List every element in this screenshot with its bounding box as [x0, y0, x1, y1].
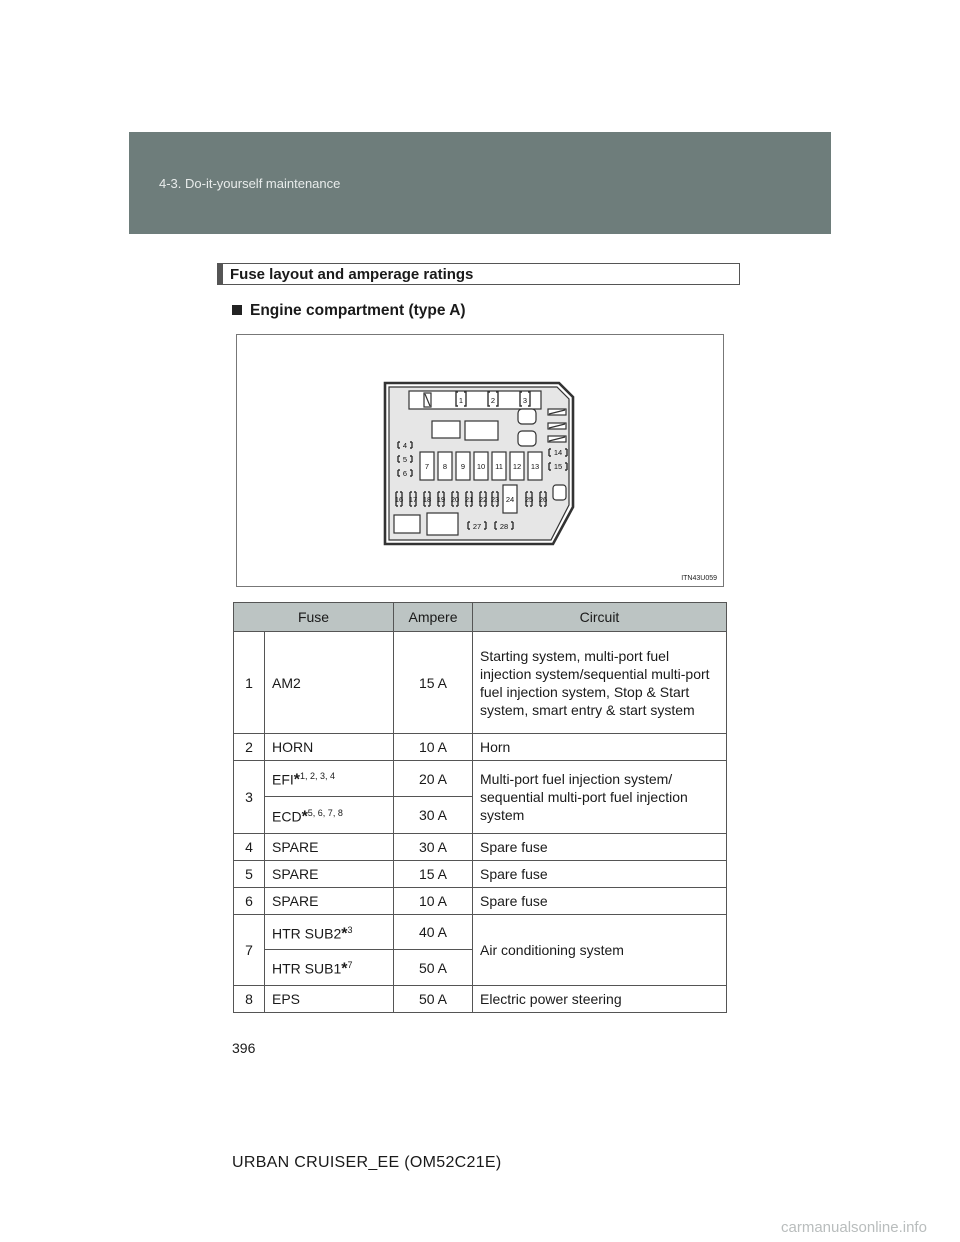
row-name: EPS: [265, 986, 394, 1013]
row-name: [265, 950, 394, 986]
footer-manual-code: URBAN CRUISER_EE (OM52C21E): [232, 1154, 502, 1171]
fuse-label-19: 19: [436, 495, 446, 504]
fuse-label-14: 14: [553, 448, 563, 457]
fuse-label-13: 13: [530, 462, 540, 471]
row-circuit: Spare fuse: [473, 834, 727, 861]
row-circuit: Spare fuse: [473, 861, 727, 888]
fuse-label-11: 11: [495, 462, 503, 471]
row-name-text: HTR SUB1: [272, 960, 342, 977]
row-amp: 30 A: [394, 834, 473, 861]
row-num: 4: [234, 834, 265, 861]
section-title: Fuse layout and amperage ratings: [230, 266, 474, 283]
row-name-note: 1, 2, 3, 4: [300, 771, 336, 782]
row-amp: 40 A: [394, 915, 473, 950]
table-row: [234, 888, 727, 915]
fuse-label-16: 16: [394, 495, 404, 504]
table-row: [234, 834, 727, 861]
chapter-header: [129, 132, 831, 234]
fuse-label-24: 24: [505, 495, 515, 504]
square-bullet-icon: [232, 305, 242, 315]
section-title-bar: [217, 263, 740, 285]
fuse-label-8: 8: [442, 462, 448, 471]
row-amp: 15 A: [394, 861, 473, 888]
watermark: carmanualsonline.info: [781, 1219, 927, 1236]
row-name: SPARE: [265, 861, 394, 888]
row-amp: 10 A: [394, 734, 473, 761]
row-circuit: Horn: [473, 734, 727, 761]
footnote-mark: *: [341, 960, 348, 978]
row-name: [265, 915, 394, 950]
row-circuit: Starting system, multi-port fuel injection system/sequential multi-port fuel injection system, Stop & Start system, smart entry & start system: [473, 632, 727, 734]
row-name-text: HTR SUB2: [272, 925, 342, 942]
fuse-box-diagram: [237, 335, 723, 586]
fuse-label-17: 17: [408, 495, 418, 504]
row-num: 6: [234, 888, 265, 915]
fuse-layout-figure: [236, 334, 724, 587]
row-amp: 50 A: [394, 950, 473, 986]
table-row: [234, 861, 727, 888]
row-circuit: Electric power steering: [473, 986, 727, 1013]
row-amp: 20 A: [394, 761, 473, 797]
fuse-label-21: 21: [464, 495, 474, 504]
row-name-note: 7: [347, 960, 353, 971]
row-num: 1: [234, 632, 265, 734]
header-fuse: Fuse: [234, 603, 394, 632]
row-num: 7: [234, 915, 265, 986]
footnote-mark: *: [293, 771, 301, 789]
figure-id: ITN43U059: [681, 575, 717, 582]
fuse-label-7: 7: [424, 462, 430, 471]
fuse-label-20: 20: [450, 495, 460, 504]
row-name-text: EFI: [272, 771, 294, 788]
row-name: SPARE: [265, 834, 394, 861]
header-ampere: Ampere: [394, 603, 473, 632]
row-name-note: 3: [347, 924, 353, 935]
section-title-accent: [218, 264, 223, 284]
row-circuit: Spare fuse: [473, 888, 727, 915]
row-name: [265, 761, 394, 797]
fuse-label-23: 23: [490, 495, 500, 504]
fuse-label-4: 4: [402, 441, 408, 450]
row-num: 3: [234, 761, 265, 834]
subheading: [232, 302, 466, 320]
row-num: 8: [234, 986, 265, 1013]
header-circuit: Circuit: [473, 603, 727, 632]
row-name-text: ECD: [272, 808, 302, 825]
fuse-label-5: 5: [402, 455, 408, 464]
table-row: [234, 632, 727, 734]
row-name-note: 5, 6, 7, 8: [307, 807, 343, 818]
table-row: [234, 761, 727, 797]
table-row: [234, 986, 727, 1013]
fuse-label-25: 25: [524, 495, 534, 504]
row-num: 5: [234, 861, 265, 888]
subheading-text: Engine compartment (type A): [250, 302, 466, 319]
row-amp: 10 A: [394, 888, 473, 915]
fuse-label-18: 18: [422, 495, 432, 504]
row-name: HORN: [265, 734, 394, 761]
row-name: SPARE: [265, 888, 394, 915]
fuse-label-12: 12: [512, 462, 522, 471]
fuse-table: [233, 602, 727, 1013]
footnote-mark: *: [341, 925, 348, 943]
fuse-label-28: 28: [499, 522, 509, 531]
row-name: [265, 797, 394, 834]
row-amp: 50 A: [394, 986, 473, 1013]
fuse-label-3: 3: [522, 396, 528, 405]
row-circuit: Air conditioning system: [473, 915, 727, 986]
fuse-label-15: 15: [553, 462, 563, 471]
page-number: 396: [232, 1040, 256, 1056]
row-num: 2: [234, 734, 265, 761]
section-label: 4-3. Do-it-yourself maintenance: [159, 176, 341, 191]
table-row: [234, 734, 727, 761]
row-amp: 15 A: [394, 632, 473, 734]
table-row: [234, 915, 727, 950]
fuse-label-22: 22: [478, 495, 488, 504]
fuse-label-10: 10: [476, 462, 486, 471]
fuse-label-27: 27: [472, 522, 482, 531]
fuse-label-2: 2: [490, 396, 496, 405]
fuse-label-6: 6: [402, 469, 408, 478]
fuse-label-9: 9: [460, 462, 466, 471]
row-circuit: Multi-port fuel injection system/ sequential multi-port fuel injection system: [473, 761, 727, 834]
fuse-label-26: 26: [538, 495, 548, 504]
row-amp: 30 A: [394, 797, 473, 834]
row-name: AM2: [265, 632, 394, 734]
table-header-row: [234, 603, 727, 632]
fuse-label-1: 1: [458, 396, 464, 405]
footnote-mark: *: [301, 808, 308, 826]
